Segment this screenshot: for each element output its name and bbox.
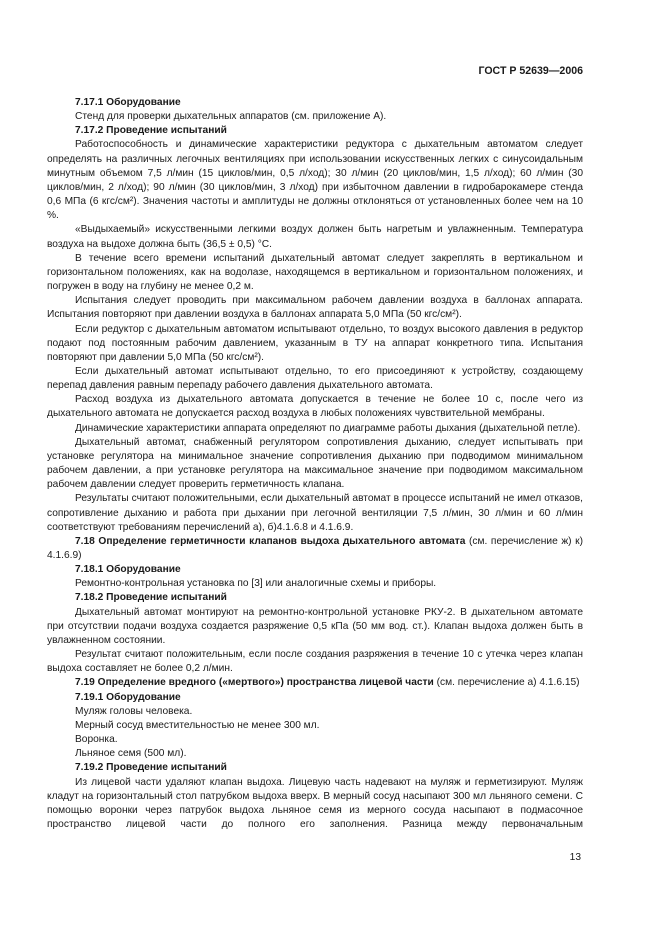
paragraph-text: (см. перечисление ж) к) 4.1.6.9)	[47, 535, 583, 561]
heading-text: 7.17.2 Проведение испытаний	[75, 125, 227, 137]
body-paragraph	[47, 422, 583, 436]
section-heading	[47, 124, 583, 138]
body-paragraph	[47, 365, 583, 393]
body-paragraph	[47, 436, 583, 493]
body-paragraph	[47, 648, 583, 676]
body-paragraph	[47, 606, 583, 648]
heading-text: 7.18.2 Проведение испытаний	[75, 592, 227, 604]
body-paragraph	[47, 733, 583, 747]
paragraph-text: Дыхательный автомат монтируют на ремонтно-контрольной установке РКУ-2. В дыхательном автомате при отсутствии подачи воздуха создается разряжение 0,5 кПа (50 мм вод. ст.). Клапан выдоха должен быть в увлажненном состоянии.	[47, 606, 583, 646]
section-heading	[47, 761, 583, 775]
paragraph-text: Динамические характеристики аппарата определяют по диаграмме работы дыхания (дыхательной петле).	[75, 422, 581, 434]
paragraph-text: «Выдыхаемый» искусственными легкими воздух должен быть нагретым и увлажненным. Температура воздуха на выдохе должна быть (36,5 ± 0,5) °С.	[47, 224, 583, 250]
body-paragraph	[47, 719, 583, 733]
body-paragraph	[47, 223, 583, 251]
section-heading	[47, 96, 583, 110]
heading-text: 7.18 Определение герметичности клапанов выдоха дыхательного автомата	[75, 535, 466, 547]
heading-text: 7.19.2 Проведение испытаний	[75, 762, 227, 774]
paragraph-text: Если дыхательный автомат испытывают отдельно, то его присоединяют к устройству, создающему перепад давления равным перепаду рабочего давления дыхательного автомата.	[47, 365, 583, 392]
body-paragraph	[47, 393, 583, 421]
page-number: 13	[569, 852, 581, 863]
section-heading	[47, 676, 583, 690]
body-paragraph	[47, 577, 583, 591]
body-paragraph	[47, 252, 583, 294]
paragraph-text: Результаты считают положительными, если дыхательный автомат в процессе испытаний не имел отказов, сопротивление дыханию и работа при дыхании при легочной вентиляции 7,5 л/мин, 30 л/мин и 60 л/мин соответствуют требованиям перечислений а), б)4.1.6.8 и 4.1.6.9.	[47, 493, 583, 533]
body-paragraph	[47, 747, 583, 761]
paragraph-text: Испытания следует проводить при максимальном рабочем давлении воздуха в баллонах аппарата. Испытания повторяют при давлении воздуха в баллонах аппарата 5,0 МПа (50 кгс/см²).	[47, 295, 583, 321]
section-heading	[47, 535, 583, 563]
paragraph-text: Мерный сосуд вместительностью не менее 300 мл.	[75, 719, 320, 731]
body-paragraph	[47, 705, 583, 719]
paragraph-text: Результат считают положительным, если после создания разряжения в течение 10 с утечка через клапан выдоха составляет не более 0,2 л/мин.	[47, 649, 583, 675]
section-heading	[47, 591, 583, 605]
heading-text: 7.19 Определение вредного («мертвого») пространства лицевой части	[75, 677, 434, 689]
paragraph-text: (см. перечисление а) 4.1.6.15)	[433, 677, 580, 689]
body-paragraph	[47, 294, 583, 322]
body-paragraph	[47, 110, 583, 124]
paragraph-text: Дыхательный автомат, снабженный регулятором сопротивления дыханию, следует испытывать при установке регулятора на минимальное значение сопротивления дыханию при подводимом минимальном рабочем давлении, а при установке регулятора на максимальное значение при подводимом максимальном рабочем давлении следует проверить герметичность клапана.	[47, 436, 583, 491]
paragraph-text: Из лицевой части удаляют клапан выдоха. Лицевую часть надевают на муляж и герметизируют. Муляж кладут на горизонтальный стол патрубком выдоха вверх. В мерный сосуд насыпают 300 мл льняного семени. С помощью воронки через патрубок выдоха льняное семя из мерного сосуда насыпают в подмасочное пространство лицевой части до полного его заполнения. Разница между первоначальным	[47, 776, 583, 830]
paragraph-text: Стенд для проверки дыхательных аппаратов (см. приложение А).	[75, 111, 387, 123]
paragraph-text: Ремонтно-контрольная установка по [3] или аналогичные схемы и приборы.	[75, 578, 437, 590]
document-body	[47, 96, 583, 832]
paragraph-text: В течение всего времени испытаний дыхательный автомат следует закреплять в вертикальном и горизонтальном положениях, как на водолазе, находящемся в вертикальном и горизонтальном положениях, и погружен в воду на глубину не менее 0,2 м.	[47, 252, 583, 293]
body-paragraph	[47, 492, 583, 534]
section-heading	[47, 691, 583, 705]
body-paragraph	[47, 138, 583, 223]
document-header-code: ГОСТ Р 52639—2006	[478, 65, 583, 77]
paragraph-text: Муляж головы человека.	[75, 705, 193, 717]
heading-text: 7.17.1 Оборудование	[75, 97, 181, 108]
paragraph-text: Воронка.	[75, 734, 118, 746]
paragraph-text: Работоспособность и динамические характеристики редуктора с дыхательным автоматом следует определять на различных легочных вентиляциях при использовании искусственных легких с синусоидальным минутным объемом 7,5 л/мин (15 циклов/мин, 0,5 л/ход); 30 л/мин (20 циклов/мин, 1,5 л/ход); 60 л/мин (30 циклов/мин, 2 л/ход); 90 л/мин (30 циклов/мин, 3 л/ход) при избыточном давлении в гидробарокамере стенда 0,6 МПа (6 кгс/см²). Значения частоты и амплитуды не должны отклоняться от установленных более чем на 10 %.	[47, 139, 583, 222]
paragraph-text: Льняное семя (500 мл).	[75, 748, 187, 760]
body-paragraph	[47, 776, 583, 833]
paragraph-text: Если редуктор с дыхательным автоматом испытывают отдельно, то воздух высокого давления в редуктор подают под постоянным рабочим давлением, указанным в ТУ на аппарат конкретного типа. Испытания повторяют при давлении 5,0 МПа (50 кгс/см²).	[47, 323, 583, 363]
section-heading	[47, 563, 583, 577]
body-paragraph	[47, 323, 583, 365]
paragraph-text: Расход воздуха из дыхательного автомата допускается в течение не более 10 с, после чего из дыхательного автомата не допускается расход воздуха в любых положениях чувствительной мембраны.	[47, 394, 583, 420]
heading-text: 7.18.1 Оборудование	[75, 564, 181, 576]
heading-text: 7.19.1 Оборудование	[75, 691, 181, 703]
